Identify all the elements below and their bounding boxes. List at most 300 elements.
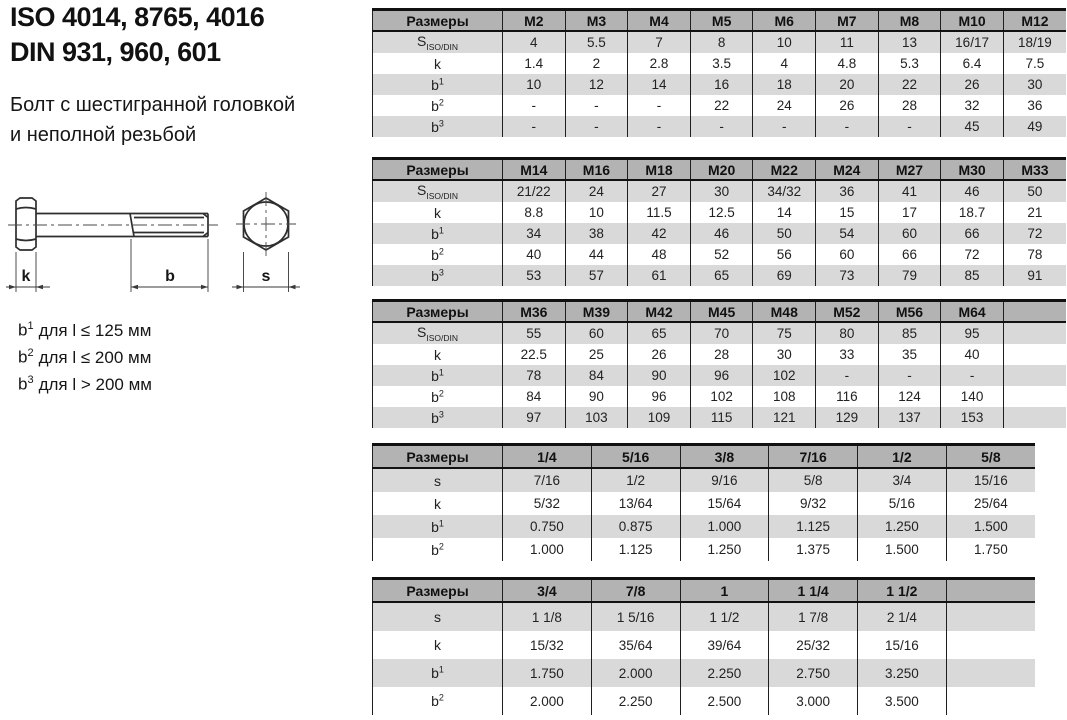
- value-cell: 15/16: [858, 631, 947, 659]
- value-cell: 16/17: [941, 31, 1004, 53]
- value-cell: -: [941, 365, 1004, 386]
- value-cell: 30: [690, 180, 753, 202]
- value-cell: 36: [816, 180, 879, 202]
- value-cell: -: [628, 95, 691, 116]
- footnote-superscript: 2: [27, 347, 34, 359]
- value-cell: 1/2: [591, 468, 680, 492]
- value-cell: 8.8: [503, 202, 566, 223]
- table-row: [373, 687, 1036, 715]
- value-cell: 1 1/2: [680, 602, 769, 631]
- value-cell-empty: [946, 659, 1035, 687]
- value-cell: 1.125: [769, 515, 858, 538]
- doc-title-iso: ISO 4014, 8765, 4016: [10, 2, 265, 32]
- doc-subtitle-line1: Болт с шестигранной головкой: [10, 94, 296, 116]
- value-cell: 24: [753, 95, 816, 116]
- value-cell: 60: [816, 244, 879, 265]
- value-cell: 1.250: [680, 538, 769, 561]
- dimension-table: [372, 577, 1035, 715]
- dim-k-label: k: [21, 268, 31, 285]
- dim-k-arrow-right: [36, 285, 43, 289]
- column-header: M27: [878, 159, 941, 181]
- value-cell: 7.5: [1003, 53, 1066, 74]
- dim-b-label: b: [165, 268, 175, 285]
- table-row: [373, 407, 1067, 428]
- size-header-label: Размеры: [373, 445, 503, 469]
- value-cell: 40: [941, 344, 1004, 365]
- value-cell: 4: [753, 53, 816, 74]
- column-header: M39: [565, 301, 628, 323]
- footnote-text: для l > 200 мм: [38, 374, 152, 394]
- footnote-superscript: 1: [27, 320, 34, 332]
- value-cell: 1.500: [858, 538, 947, 561]
- row-label: $b^2$: [373, 244, 503, 265]
- value-cell: 2.500: [680, 687, 769, 715]
- table-row: [373, 344, 1067, 365]
- value-cell: 65: [690, 265, 753, 286]
- value-cell: 65: [628, 322, 691, 344]
- value-cell: 10: [565, 202, 628, 223]
- value-cell: 11: [816, 31, 879, 53]
- value-cell: 26: [816, 95, 879, 116]
- value-cell: 56: [753, 244, 816, 265]
- value-cell: -: [816, 365, 879, 386]
- value-cell-empty: [1003, 344, 1066, 365]
- row-label: $S_{ISO/DIN}$: [373, 322, 503, 344]
- value-cell: 3.000: [769, 687, 858, 715]
- value-cell: 61: [628, 265, 691, 286]
- value-cell: 1 5/16: [591, 602, 680, 631]
- footnote-b2: [18, 347, 151, 368]
- column-header: M45: [690, 301, 753, 323]
- value-cell: -: [503, 116, 566, 137]
- dimension-table: [372, 443, 1035, 561]
- value-cell: 39/64: [680, 631, 769, 659]
- value-cell: 50: [753, 223, 816, 244]
- value-cell-empty: [1003, 365, 1066, 386]
- value-cell: 116: [816, 386, 879, 407]
- value-cell: 15/16: [946, 468, 1035, 492]
- column-header: M7: [816, 10, 879, 32]
- column-header: M56: [878, 301, 941, 323]
- value-cell: 25/64: [946, 492, 1035, 515]
- value-cell: 121: [753, 407, 816, 428]
- value-cell: 1.750: [946, 538, 1035, 561]
- value-cell: 9/16: [680, 468, 769, 492]
- table-row: [373, 659, 1036, 687]
- value-cell: 46: [941, 180, 1004, 202]
- column-header: 1/4: [503, 445, 592, 469]
- column-header: M12: [1003, 10, 1066, 32]
- bolt-head: [16, 198, 36, 250]
- value-cell: 66: [941, 223, 1004, 244]
- column-header: M18: [628, 159, 691, 181]
- dim-s-arrow-right: [289, 285, 296, 289]
- value-cell: 42: [628, 223, 691, 244]
- value-cell: 34: [503, 223, 566, 244]
- dimension-table: [372, 8, 1066, 137]
- row-label: k: [373, 202, 503, 223]
- dim-b-arrow-left: [131, 285, 138, 289]
- dimension-table-metric-m36-m64: [372, 299, 1066, 428]
- value-cell: 55: [503, 322, 566, 344]
- column-header: 1 1/2: [858, 579, 947, 603]
- value-cell: 1.500: [946, 515, 1035, 538]
- footnote-text: для l ≤ 125 мм: [38, 320, 152, 340]
- row-label: k: [373, 631, 503, 659]
- column-header: 3/4: [503, 579, 592, 603]
- row-label: $b^2$: [373, 687, 503, 715]
- value-cell: 2: [565, 53, 628, 74]
- table-row: [373, 116, 1067, 137]
- value-cell-empty: [946, 631, 1035, 659]
- row-label: $b^1$: [373, 515, 503, 538]
- value-cell: 13: [878, 31, 941, 53]
- value-cell: 10: [503, 74, 566, 95]
- row-label: $b^1$: [373, 365, 503, 386]
- value-cell: 1.375: [769, 538, 858, 561]
- value-cell: 1 1/8: [503, 602, 592, 631]
- value-cell: 73: [816, 265, 879, 286]
- value-cell-empty: [946, 602, 1035, 631]
- value-cell: 72: [941, 244, 1004, 265]
- value-cell: 21/22: [503, 180, 566, 202]
- column-header: M14: [503, 159, 566, 181]
- column-header: M48: [753, 301, 816, 323]
- row-label: s: [373, 602, 503, 631]
- row-label: $S_{ISO/DIN}$: [373, 31, 503, 53]
- value-cell: 1.125: [591, 538, 680, 561]
- value-cell: 85: [941, 265, 1004, 286]
- value-cell: 6.4: [941, 53, 1004, 74]
- value-cell: 27: [628, 180, 691, 202]
- value-cell: 1.4: [503, 53, 566, 74]
- value-cell: 90: [628, 365, 691, 386]
- value-cell: 5/8: [769, 468, 858, 492]
- value-cell: 26: [628, 344, 691, 365]
- value-cell: 2.000: [591, 659, 680, 687]
- value-cell: 90: [565, 386, 628, 407]
- value-cell: 2.250: [591, 687, 680, 715]
- value-cell: 25: [565, 344, 628, 365]
- table-row: [373, 386, 1067, 407]
- value-cell: 84: [503, 386, 566, 407]
- value-cell: 72: [1003, 223, 1066, 244]
- value-cell: 153: [941, 407, 1004, 428]
- row-label: $b^2$: [373, 538, 503, 561]
- value-cell: 52: [690, 244, 753, 265]
- value-cell: 4: [503, 31, 566, 53]
- value-cell: 38: [565, 223, 628, 244]
- dim-b-arrow-right: [201, 285, 208, 289]
- value-cell: 5.5: [565, 31, 628, 53]
- value-cell: 95: [941, 322, 1004, 344]
- value-cell: -: [816, 116, 879, 137]
- value-cell: 1.250: [858, 515, 947, 538]
- value-cell: 66: [878, 244, 941, 265]
- row-label: s: [373, 468, 503, 492]
- table-row: [373, 602, 1036, 631]
- value-cell: 97: [503, 407, 566, 428]
- value-cell: 3/4: [858, 468, 947, 492]
- column-header: 1/2: [858, 445, 947, 469]
- column-header: M30: [941, 159, 1004, 181]
- value-cell: 11.5: [628, 202, 691, 223]
- value-cell: 109: [628, 407, 691, 428]
- value-cell: 60: [878, 223, 941, 244]
- size-header-label: Размеры: [373, 579, 503, 603]
- value-cell: 1.750: [503, 659, 592, 687]
- value-cell: 45: [941, 116, 1004, 137]
- value-cell: 2.750: [769, 659, 858, 687]
- value-cell: 10: [753, 31, 816, 53]
- value-cell: 1.000: [503, 538, 592, 561]
- row-label: $b^1$: [373, 659, 503, 687]
- table-row: [373, 31, 1067, 53]
- value-cell: 49: [1003, 116, 1066, 137]
- value-cell: 24: [565, 180, 628, 202]
- dim-k-arrow-left: [9, 285, 16, 289]
- column-header: 7/8: [591, 579, 680, 603]
- value-cell: 48: [628, 244, 691, 265]
- column-header: 5/16: [591, 445, 680, 469]
- value-cell: 33: [816, 344, 879, 365]
- column-header: 1: [680, 579, 769, 603]
- value-cell: 108: [753, 386, 816, 407]
- table-row: [373, 515, 1036, 538]
- value-cell: 22: [690, 95, 753, 116]
- bolt-side-view: [6, 198, 218, 292]
- value-cell: 1 7/8: [769, 602, 858, 631]
- column-header: 3/8: [680, 445, 769, 469]
- value-cell: 25/32: [769, 631, 858, 659]
- footnote-superscript: 3: [27, 374, 34, 386]
- row-label: $b^2$: [373, 386, 503, 407]
- row-label: $S_{ISO/DIN}$: [373, 180, 503, 202]
- value-cell: 22: [878, 74, 941, 95]
- column-header: M33: [1003, 159, 1066, 181]
- value-cell: 91: [1003, 265, 1066, 286]
- value-cell: 34/32: [753, 180, 816, 202]
- value-cell: 2.000: [503, 687, 592, 715]
- footnote-b3: [18, 374, 152, 395]
- value-cell: 20: [816, 74, 879, 95]
- row-label: $b^1$: [373, 223, 503, 244]
- table-row: [373, 202, 1067, 223]
- column-header: M2: [503, 10, 566, 32]
- table-row: [373, 631, 1036, 659]
- value-cell: -: [565, 116, 628, 137]
- value-cell: 21: [1003, 202, 1066, 223]
- row-label: k: [373, 344, 503, 365]
- table-row: [373, 365, 1067, 386]
- table-row: [373, 223, 1067, 244]
- value-cell: 8: [690, 31, 753, 53]
- column-header: M5: [690, 10, 753, 32]
- value-cell: 85: [878, 322, 941, 344]
- dimension-table: [372, 299, 1066, 428]
- value-cell: 46: [690, 223, 753, 244]
- value-cell: 14: [753, 202, 816, 223]
- dim-s-label: s: [261, 268, 271, 285]
- row-label: $b^2$: [373, 95, 503, 116]
- value-cell: 15: [816, 202, 879, 223]
- value-cell: 115: [690, 407, 753, 428]
- footnote-symbol: b: [18, 347, 28, 367]
- value-cell-empty: [1003, 386, 1066, 407]
- dimension-table-imperial-large: [372, 577, 1035, 715]
- value-cell: 75: [753, 322, 816, 344]
- table-row: [373, 95, 1067, 116]
- value-cell: 129: [816, 407, 879, 428]
- footnote-text: для l ≤ 200 мм: [38, 347, 152, 367]
- row-label: $b^3$: [373, 116, 503, 137]
- value-cell: 2.250: [680, 659, 769, 687]
- value-cell: -: [878, 365, 941, 386]
- value-cell: -: [878, 116, 941, 137]
- table-row: [373, 265, 1067, 286]
- value-cell: 18/19: [1003, 31, 1066, 53]
- value-cell: 137: [878, 407, 941, 428]
- value-cell: 53: [503, 265, 566, 286]
- row-label: k: [373, 53, 503, 74]
- footnote-b1: [18, 320, 151, 341]
- bolt-technical-drawing: [6, 186, 318, 310]
- dimension-table-metric-m2-m12: [372, 8, 1066, 137]
- value-cell: 124: [878, 386, 941, 407]
- column-header-empty: [946, 579, 1035, 603]
- value-cell: 84: [565, 365, 628, 386]
- value-cell: 96: [690, 365, 753, 386]
- column-header: M3: [565, 10, 628, 32]
- value-cell: 16: [690, 74, 753, 95]
- value-cell: 36: [1003, 95, 1066, 116]
- doc-subtitle-line2: и неполной резьбой: [10, 124, 197, 146]
- row-label: $b^1$: [373, 74, 503, 95]
- value-cell: 3.250: [858, 659, 947, 687]
- hex-head-end-view: [232, 192, 300, 292]
- table-row: [373, 538, 1036, 561]
- row-label: $b^3$: [373, 265, 503, 286]
- column-header: M22: [753, 159, 816, 181]
- column-header: M64: [941, 301, 1004, 323]
- value-cell: 14: [628, 74, 691, 95]
- value-cell: 5.3: [878, 53, 941, 74]
- size-header-label: Размеры: [373, 10, 503, 32]
- value-cell: 18: [753, 74, 816, 95]
- value-cell: 40: [503, 244, 566, 265]
- value-cell: 1.000: [680, 515, 769, 538]
- value-cell: 2 1/4: [858, 602, 947, 631]
- table-row: [373, 322, 1067, 344]
- value-cell-empty: [946, 687, 1035, 715]
- value-cell: 54: [816, 223, 879, 244]
- bolt-head-chamfer-bottom: [16, 239, 36, 241]
- value-cell: -: [628, 116, 691, 137]
- value-cell: 32: [941, 95, 1004, 116]
- value-cell: 80: [816, 322, 879, 344]
- value-cell: -: [565, 95, 628, 116]
- column-header: M16: [565, 159, 628, 181]
- value-cell: 7: [628, 31, 691, 53]
- value-cell: 22.5: [503, 344, 566, 365]
- footnote-symbol: b: [18, 320, 28, 340]
- column-header: 5/8: [946, 445, 1035, 469]
- value-cell: 79: [878, 265, 941, 286]
- value-cell: -: [503, 95, 566, 116]
- value-cell: 30: [753, 344, 816, 365]
- value-cell: 96: [628, 386, 691, 407]
- value-cell: 15/64: [680, 492, 769, 515]
- value-cell-empty: [1003, 407, 1066, 428]
- value-cell: 28: [878, 95, 941, 116]
- table-row: [373, 180, 1067, 202]
- value-cell: -: [690, 116, 753, 137]
- doc-title-din: DIN 931, 960, 601: [10, 37, 221, 67]
- value-cell: 41: [878, 180, 941, 202]
- dimension-table-metric-m14-m33: [372, 157, 1066, 286]
- table-row: [373, 492, 1036, 515]
- value-cell: 28: [690, 344, 753, 365]
- value-cell: 2.8: [628, 53, 691, 74]
- value-cell: 18.7: [941, 202, 1004, 223]
- size-header-label: Размеры: [373, 159, 503, 181]
- value-cell-empty: [1003, 322, 1066, 344]
- column-header: M42: [628, 301, 691, 323]
- column-header: M24: [816, 159, 879, 181]
- value-cell: -: [753, 116, 816, 137]
- column-header: 7/16: [769, 445, 858, 469]
- column-header: M20: [690, 159, 753, 181]
- value-cell: 0.875: [591, 515, 680, 538]
- dimension-table: [372, 157, 1066, 286]
- row-label: k: [373, 492, 503, 515]
- value-cell: 9/32: [769, 492, 858, 515]
- row-label: $b^3$: [373, 407, 503, 428]
- value-cell: 17: [878, 202, 941, 223]
- table-row: [373, 468, 1036, 492]
- column-header: M36: [503, 301, 566, 323]
- value-cell: 7/16: [503, 468, 592, 492]
- value-cell: 12.5: [690, 202, 753, 223]
- table-row: [373, 53, 1067, 74]
- value-cell: 78: [1003, 244, 1066, 265]
- value-cell: 4.8: [816, 53, 879, 74]
- value-cell: 35/64: [591, 631, 680, 659]
- value-cell: 57: [565, 265, 628, 286]
- dim-s-arrow-left: [237, 285, 244, 289]
- value-cell: 5/32: [503, 492, 592, 515]
- value-cell: 44: [565, 244, 628, 265]
- table-row: [373, 244, 1067, 265]
- column-header: 1 1/4: [769, 579, 858, 603]
- value-cell: 78: [503, 365, 566, 386]
- bolt-head-chamfer-top: [16, 208, 36, 210]
- value-cell: 13/64: [591, 492, 680, 515]
- value-cell: 3.5: [690, 53, 753, 74]
- column-header: M10: [941, 10, 1004, 32]
- column-header: M8: [878, 10, 941, 32]
- value-cell: 60: [565, 322, 628, 344]
- value-cell: 26: [941, 74, 1004, 95]
- column-header: M6: [753, 10, 816, 32]
- value-cell: 103: [565, 407, 628, 428]
- value-cell: 30: [1003, 74, 1066, 95]
- value-cell: 50: [1003, 180, 1066, 202]
- value-cell: 3.500: [858, 687, 947, 715]
- column-header-empty: [1003, 301, 1066, 323]
- value-cell: 15/32: [503, 631, 592, 659]
- value-cell: 12: [565, 74, 628, 95]
